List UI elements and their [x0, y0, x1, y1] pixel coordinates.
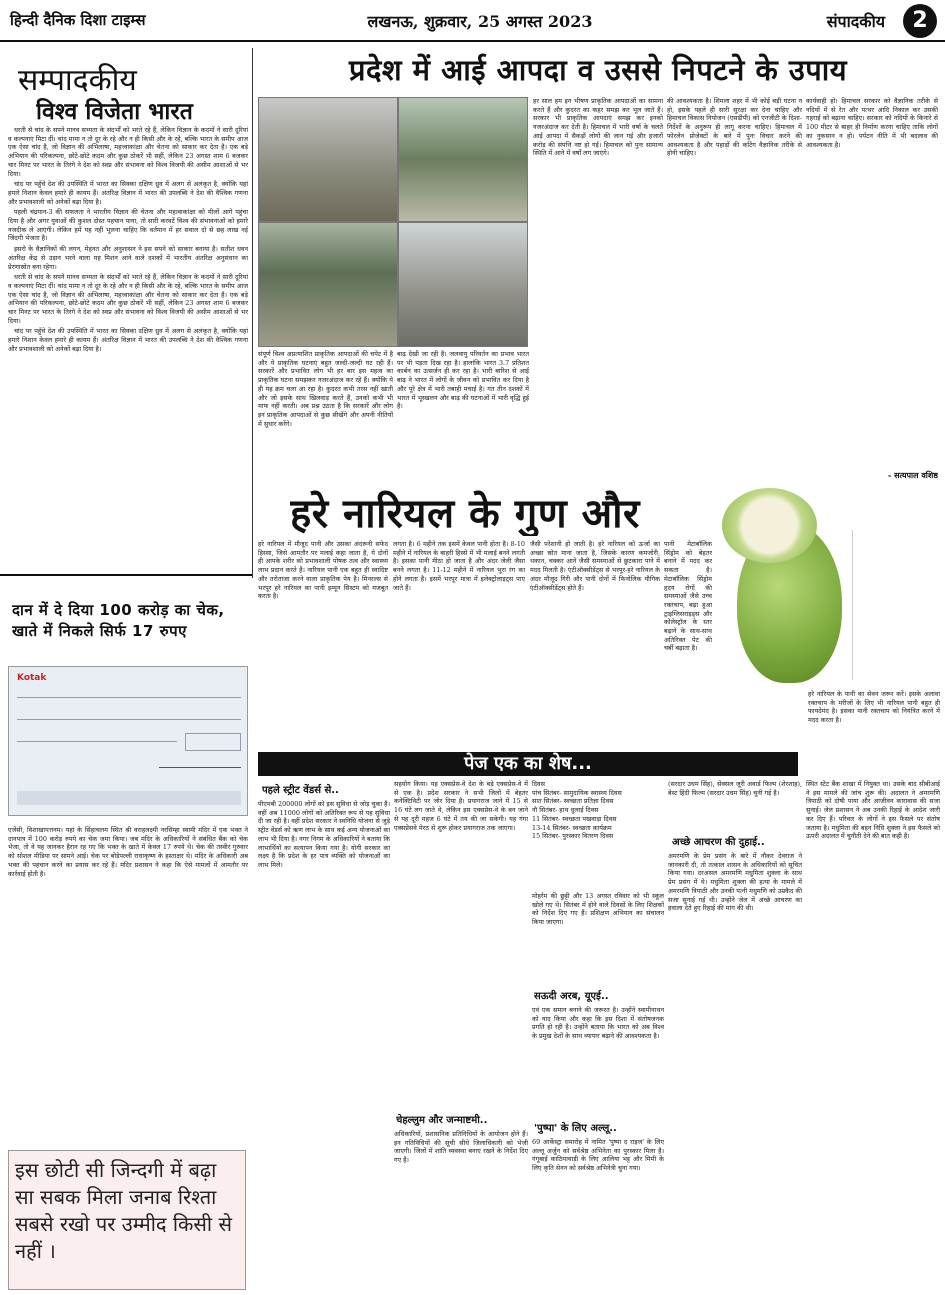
coconut-text-column: लगता है। 6 महीने तक इसमें केवल पानी होता है। 8-10 महीने में नारियल के बाहरी हिस्से में भी मलाई बनने लगती है। इसका पानी मीठा हो जाता है और अंदर जेली जैसा बनने लगता है। 11-12 महीने में नारियल भूरा रंग का होने लगता है। इसमें भरपूर मात्रा में इलेक्ट्रोलाइट्स पाए जाते हैं। [393, 540, 525, 592]
schedule-item: 15 सितंबर- पुरस्कार वितरण दिवस [532, 832, 614, 841]
bank-logo: Kotak [17, 673, 47, 683]
lead-text-column: हर साल हम इन भीषण प्राकृतिक आपदाओं का सामना करते हैं और कुदरत का कहर समझ कर भूल जाते हैं। सरकार भी प्राकृतिक आपदाएं समझ कर इनको नजरअंदाज कर देती है। हिमाचल में भारी वर्षा के चलते आई आपदा में सैकड़ों लोगों की जान गई और हजारों करोड़ की संपत्ति नष्ट हो गई। हिमाचल को पुनः सामान्य स्थिति में आने में वर्षों लग जाएंगे। [533, 97, 663, 158]
lead-author: - सत्यपाल वशिष्ठ [888, 471, 938, 480]
lead-text-column: बाढ़ देखी जा रही है। जलवायु परिवर्तन का प्रभाव भारत पर भी पड़ता दिख रहा है। हालांकि भारत 3.7 प्रतिशत कार्बन का उत्सर्जन ही कर रहा है। भारी बारिश से आई बाढ़ ने भारत में लोगों के जीवन को प्रभावित कर दिया है और पूरे क्षेत्र में भारी तबाही मचाई है। गत तीन दशकों में भारत में भूस्खलन और बाढ़ की घटनाओं में भारी वृद्धि हुई है। [397, 350, 529, 411]
editorial-title: विश्व विजेता भारत [36, 98, 193, 125]
continuation-body: अमरमणि के प्रेम प्रसंग के बारे में नौकर देवराज ने जानकारी दी, तो तत्काल शासन के अधिकारियों को सूचित किया गया। दरअसल अमरमणि मधुमिता शुक्ला के साथ प्रेम प्रसंग में थे। मधुमिता शुक्ला की हत्या के मामले में अमरमणि त्रिपाठी और उनकी पत्नी मधुमणि को उम्रकैद की सजा सुनाई गई थी। उन्होंने जेल में अच्छे आचरण का हवाला देते हुए रिहाई की मांग की थी। [668, 852, 802, 913]
continuation-body: 69 आर्केस्ट्रा समारोह में नामित 'पुष्पा द राइज' के लिए अल्लू अर्जुन को सर्वश्रेष्ठ अभिनेता का पुरस्कार मिला है। गंगूबाई काठियावाड़ी के लिए आलिया भट्ट और मिमी के लिए कृति सेनन को सर्वश्रेष्ठ अभिनेत्री चुना गया। [532, 1138, 664, 1173]
continuation-body: सहयोग किया। यह एक्सप्रेस-वे देश के बड़े एक्सप्रेस-वे में से एक है। प्रदेश सरकार ने सभी जिलों में बेहतर कनेक्टिविटी पर जोर दिया है। प्रयागराज जाने में 15 से 16 घंटे लग जाते थे, लेकिन इस एक्सप्रेस-वे के बन जाने से यह दूरी महज 6 घंटे में तय की जा सकेगी। यह गंगा एक्सप्रेसवे मेरठ से शुरू होकर प्रयागराज तक जाएगा। [394, 780, 528, 832]
continuation-title: 'पुष्पा' के लिए अल्लू.. [534, 1123, 617, 1134]
cut-coconut-icon [722, 488, 817, 563]
lead-text-column: कार्यवाही हो। हिमाचल सरकार को वैज्ञानिक तरीके से नदियों में से रेत और पत्थर आदि निकाल कर उसकी गहराई को बढ़ाना चाहिए। सरकार को नदियों के किनारे से 100 मीटर से बाहर ही निर्माण करना चाहिए ताकि लोगों का नुकसान न हो। पर्यटन नीति में भी बदलाव की आवश्यकता है। [806, 97, 938, 149]
page-one-remainder-banner: पेज एक का शेष... [258, 752, 798, 776]
continuation-body: पीएमबी 200000 लोगों को इस सुविधा से जोड़ चुका है। वहीं अब 11000 लोगों को अतिरिक्त रूप से यह सुविधा दी जा रही है। वहीं प्रदेश सरकार ने स्वनिधि योजना से जुड़े स्ट्रीट वेंडर्स को ऋण लाभ के साथ कई अन्य योजनाओं का लाभ भी दिया है। नगर निगम के अधिकारियों ने बताया कि लाभार्थियों का सत्यापन किया गया है। योगी सरकार का लक्ष्य है कि प्रदेश के हर पात्र व्यक्ति को योजनाओं का लाभ मिले। [258, 800, 390, 869]
editorial-paragraph: धरती से चांद के सपने मानव सभ्यता के संदर्भों को भरते रहे हैं, लेकिन विज्ञान के कदमों ने सारी दूरियां व कल्पनाएं मिटा दीं। चांद मामा न तो दूर के रहे और न ही किसी और के रहे, बल्कि भारत के समीप आज एक ऐसा चांद है, जो विज्ञान की अभिलाषा, महत्त्वाकांक्षा और चेतना को साकार कर देता है। एक बड़े अभियान की परिकल्पना, छोटे-छोटे कदम और कुछ ठोकरें भी सहीं, लेकिन 23 अगस्त शाम 6 बजकर चार मिनट पर भारत के तिरंगे ने देश को स्वप्न और संभावना को विश्व विजयी की असीम आशाओं से भर दिया। [8, 126, 248, 178]
hillside-photo [398, 97, 528, 222]
coconut-headline: हरे नारियल के गुण और [290, 491, 640, 536]
cheque-story-body: एजेंसी, विशाखापत्तनम। यहां के सिंहाचलम स्थित श्री वराहलक्ष्मी नरसिम्हा स्वामी मंदिर में एक भक्त ने दानपात्र में 100 करोड़ रुपये का चेक जमा किया। जब मंदिर के अधिकारियों ने संबंधित बैंक को चेक भेजा, तो वे यह जानकर हैरान रह गए कि भक्त के खाते में केवल 17 रुपये थे। चेक की तस्वीर गुरुवार को सोशल मीडिया पर सामने आई। चेक पर बोडेपल्ली राधाकृष्ण के हस्ताक्षर थे। मंदिर के अधिकारी अब भक्त की पहचान करने का प्रयास कर रहे हैं। मंदिर प्रशासन ने कहा कि ऐसे मामलों में आमतौर पर कार्रवाई होती है। [8, 826, 248, 878]
cheque-headline: दान में दे दिया 100 करोड़ का चेक, खाते में निकले सिर्फ 17 रुपए [12, 601, 225, 640]
section-name: संपादकीय [826, 12, 885, 31]
continuation-body: एवं एक समान बनाने की जरूरत है। उन्होंने स्वामीनाथन को याद किया और कहा कि इस दिशा में संतोषजनक प्रगति हो रही है। उन्होंने बताया कि भारत को अब विश्व के प्रमुख देशों के साथ व्यापार बढ़ाने की आवश्यकता है। [532, 1006, 664, 1041]
editorial-paragraph: इसरो के वैज्ञानिकों की लगन, मेहनत और अनुशासन ने इस सपने को साकार बनाया है। सतीश धवन अंतरिक्ष केंद्र से उड़ान भरने वाला यह मिशन आने वाले दशकों में भारतीय अंतरिक्ष अनुसंधान का प्रेरणास्रोत बना रहेगा। [8, 245, 248, 271]
lead-text-column: की आवश्यकता है। शिमला शहर में भी कोई बड़ी घटना न हो, इसके पहले ही सारी सुरक्षा कर देना चाहिए और हिमाचल विकास नियोजन (एसडीपी) को एनजीटी के दिशा-निर्देशों के अनुरूप ही लागू करना चाहिए। हिमाचल में फोरलेन प्रोजेक्टों के बारे में पुनः विचार करने की आवश्यकता है और पहाड़ों की कटिंग वैज्ञानिक तरीके से होनी चाहिए। [667, 97, 802, 158]
cheque-line [17, 697, 241, 698]
coconut-text-column: पानी मेटाबॉलिक सिंड्रोम को बेहतर बनाने में मदद कर सकता है। मेटाबॉलिक सिंड्रोम हृदय रोगों की समस्याओं जैसे उच्च रक्तचाप, बढ़ा हुआ ट्राइग्लिसराइड्स और कोलेस्ट्रॉल के स्तर बढ़ाने के साथ-साथ अतिरिक्त पेट की चर्बी बढ़ाता है। [664, 540, 712, 653]
coconut-text-column: हरे नारियल के पानी का सेवन जरूर करें। इसके अलावा रक्तचाप के मरीजों के लिए भी नारियल पानी बहुत ही फायदेमंद है। इसका पानी रक्तचाप को नियंत्रित करने में मदद करता है। [808, 690, 940, 725]
quote-advert [8, 1150, 246, 1290]
editorial-paragraph: धरती से चांद के सपने मानव सभ्यता के संदर्भों को भरते रहे हैं, लेकिन विज्ञान के कदमों ने सारी दूरियां व कल्पनाएं मिटा दीं। चांद मामा न तो दूर के रहे और न ही किसी और के रहे, बल्कि भारत के समीप आज एक ऐसा चांद है, जो विज्ञान की अभिलाषा, महत्त्वाकांक्षा और चेतना को साकार कर देता है। एक बड़े अभियान की परिकल्पना, छोटे-छोटे कदम और कुछ ठोकरें भी सहीं, लेकिन 23 अगस्त शाम 6 बजकर चार मिनट पर भारत के तिरंगे ने देश को स्वप्न और संभावना को विश्व विजयी की असीम आशाओं से भर दिया। [8, 273, 248, 325]
coconut-text-column: जैसी परेशानी हो जाती है। हरे नारियल को ऊर्जा का अच्छा स्रोत माना जाता है, जिसके कारण कमजोरी, थकान, चक्कर आने जैसी समस्याओं से छुटकारा पाने में मदद मिलती है। एंटीऑक्सीडेंट्स से भरपूर-हरे नारियल के अंदर मौजूद गिरी और पानी दोनों में फिनोलिक यौगिक एंटीऑक्सीडेंट्स होते हैं। [530, 540, 660, 592]
continuation-body: (सरदार उधम सिंह), सेक्सल जूरी अवार्ड फिल्म (शेरशाह), बेस्ट हिंदी फिल्म (सरदार उधम सिंह) चुनी गई है। [668, 780, 802, 797]
lead-text-column: संपूर्ण विश्व अप्रत्याशित प्राकृतिक आपदाओं की चपेट में है और ये प्राकृतिक घटनाएं बहुत जल्दी-जल्दी घट रही हैं। सरकारें और प्रभावित लोग भी हर बार इस महत्व का प्राकृतिक घटना समझकर नजरअंदाज कर रहे हैं। क्योंकि ये ही यह क्रम चला आ रहा है। कुदरत कभी तरस नहीं खाती और जो इसके साथ खिलवाड़ करते हैं, उनको कभी भी माफ नहीं करती। अब प्रश्न उठता है कि सरकारें और लोग इन प्राकृतिक आपदाओं से कुछ सीखेंगे और अपनी नीतियों में सुधार करेंगे। [258, 350, 393, 428]
coconut-text-column: हरे नारियल में मौजूद पानी और उसका अंदरूनी सफेद हिस्सा, जिसे आमतौर पर मलाई कहा जाता है, ये दोनों ही आपके शरीर को प्रभावशाली पोषक तत्व और स्वास्थ्य लाभ प्रदान करते हैं। नारियल पानी एक बहुत ही स्वादिष्ट और तरोताजा करने वाला प्राकृतिक पेय है। मिनरल्स से भरपूर हरे नारियल का पानी इम्यून सिस्टम को मजबूत करता है। [258, 540, 388, 601]
micr-band [17, 791, 241, 805]
schedule-item: पांच सितंबर- सामुदायिक स्वास्थ्य दिवस [532, 788, 622, 797]
damaged-road-photo [398, 222, 528, 347]
flood-street-photo [258, 97, 398, 222]
schedule-item: दिवस [532, 780, 545, 788]
schedule-item: नौ सितंबर- हाथ धुलाई दिवस [532, 806, 599, 815]
continuation-title: सऊदी अरब, यूएई.. [534, 991, 609, 1002]
cheque-line [17, 741, 177, 742]
quote-text: इस छोटी सी जिन्दगी में बढ़ा सा सबक मिला जनाब रिश्ता सबसे रखो पर उम्मीद किसी से नहीं । [15, 1158, 232, 1263]
schedule-item: 11 सितंबर- स्वच्छता पखवाड़ा दिवस [532, 814, 617, 823]
continuation-title: अच्छे आचरण की दुहाई.. [672, 837, 765, 848]
schedule-item: सात सितंबर- स्वच्छता प्रतिज्ञा दिवस [532, 797, 614, 806]
dateline: लखनऊ, शुक्रवार, 25 अगस्त 2023 [367, 12, 593, 31]
continuation-body: अधिकारियों, प्रशासनिक प्रतिनिधियों के आयोजन होने हैं। इन गतिविधियों की सूची सीधे जिलाधिकारी को भेजी जाएगी। जिलों में शांति व्यवस्था बनाए रखने के निर्देश दिए गए हैं। [394, 1130, 528, 1165]
amount-box [185, 733, 241, 751]
column-rule [252, 48, 253, 578]
coconut-side-panel [852, 530, 940, 680]
continuation-title: चेहल्लुम और जन्माष्टमी.. [396, 1115, 488, 1126]
continuation-body: मोहर्रम की छुट्टी और 13 अगस्त रविवार को भी स्कूल खोले गए थे। सितंबर में होने वाले दिवसों के लिए शिक्षकों को निर्देश दिए गए हैं। प्रशिक्षण अभियान का संचालन किया जाएगा। [532, 892, 664, 927]
editorial-paragraph: पहली चंद्रयान-3 की सफलता ने भारतीय विज्ञान की चेतना और महत्वाकांक्षा को मीलों आगे पहुंचा दिया है और अगर युवाओं की कुशल दोस्त पहचान पाया, तो सारी करवटें विश्व की संभावनाओं को हमारे नजदीक ले आएंगी। लेकिन हमें यह नहीं भूलना चाहिए कि वर्तमान में हर सवाल दो से छह लाख नई जिंदगी भेजता है। [8, 208, 248, 243]
signature-line [159, 767, 241, 768]
landslide-photo [258, 222, 398, 347]
page-number: 2 [903, 4, 937, 38]
continuation-title: पहले स्ट्रीट वेंडर्स से.. [262, 785, 339, 796]
editorial-body [8, 126, 248, 571]
editorial-label: सम्पादकीय [18, 63, 137, 98]
masthead [0, 0, 945, 42]
flood-photo-collage [258, 97, 528, 347]
editorial-paragraph: चांद पर पहुँचे देश की उपस्थिति में भारत का सिक्का दक्षिण ध्रुव में अलग से अलंकृत है, क्योंकि यहां हमारे निशान केवल हमारे ही कायम हैं। अंतरिक्ष विज्ञान में भारत की उपलब्धि ने देश की वैश्विक गणना और प्रभावशाली को अनेकों बढ़ा दिया है। [8, 180, 248, 206]
lead-headline: प्रदेश में आई आपदा व उससे निपटने के उपाय [348, 53, 848, 87]
schedule-list [532, 780, 664, 890]
coconut-photo [712, 478, 852, 688]
cheque-image [8, 666, 248, 816]
section-rule [0, 574, 252, 576]
schedule-item: 13-14 सितंबर- स्वच्छता कार्यक्रम [532, 823, 612, 832]
cheque-line [17, 719, 241, 720]
continuation-body: स्थित स्टेट बैंक शाखा में नियुक्त था। उसके बाद सीबीआई ने इस मामले की जांच शुरू की। अदालत ने अमरमणि त्रिपाठी को दोषी पाया और आजीवन कारावास की सजा सुनाई। जेल प्रशासन ने अब उनकी रिहाई के आदेश जारी कर दिए हैं। परिवार के लोगों ने इस फैसले पर संतोष जताया है। मधुमिता की बहन निधि शुक्ला ने इस फैसले को ऊपरी अदालत में चुनौती देने की बात कही है। [806, 780, 940, 841]
paper-name: हिन्दी दैनिक दिशा टाइम्स [10, 11, 146, 29]
editorial-paragraph: चांद पर पहुँचे देश की उपस्थिति में भारत का सिक्का दक्षिण ध्रुव में अलग से अलंकृत है, क्योंकि यहां हमारे निशान केवल हमारे ही कायम हैं। अंतरिक्ष विज्ञान में भारत की उपलब्धि ने देश की वैश्विक गणना और प्रभावशाली को अनेकों बढ़ा दिया है। [8, 327, 248, 353]
